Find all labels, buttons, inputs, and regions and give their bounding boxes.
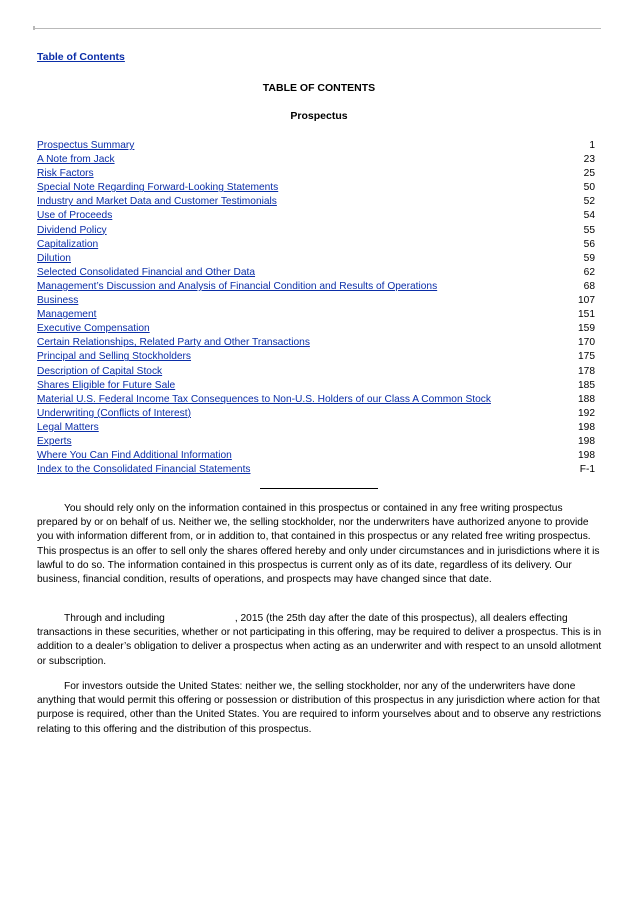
paragraph-dealer-delivery bbox=[37, 612, 603, 669]
paragraph-reliance-text: You should rely only on the information contained in this prospectus or contained in any free writing prospectus prepared by or on behalf of us. Neither we, the selling stockholder, nor the underwriters have authorized anyone to provide you with information different from, or in addition to, that contained in this prospectus or any related free writing prospectus. This prospectus is an offer to sell only the shares offered hereby and only under circumstances and in jurisdictions where it is lawful to do so. The information contained in this prospectus is current only as of its date, regardless of its delivery. Our business, financial condition, results of operations, and prospects may have changed since that date. bbox=[37, 503, 600, 586]
toc-entry-link[interactable]: Dilution bbox=[37, 252, 71, 264]
toc-row bbox=[37, 266, 595, 280]
toc-page-number: 178 bbox=[578, 365, 595, 377]
toc-entry-link[interactable]: Legal Matters bbox=[37, 421, 99, 433]
toc-entry-link[interactable]: Experts bbox=[37, 435, 72, 447]
toc-page-number: 107 bbox=[578, 295, 595, 307]
toc-entry-link[interactable]: Description of Capital Stock bbox=[37, 365, 163, 377]
toc-page-number: 192 bbox=[578, 407, 595, 419]
toc-row bbox=[37, 294, 595, 308]
toc-entry-link[interactable]: Dividend Policy bbox=[37, 224, 107, 236]
toc-page-number: 59 bbox=[583, 252, 595, 264]
paragraph-foreign-text: For investors outside the United States: neither we, the selling stockholder, nor any of the underwriters have done anything that would permit this offering or possession or distribution of this prospectus in any jurisdiction where action for that purpose is required, other than the United States. You are required to inform yourselves about and to observe any restrictions relating to this offering and the distribution of this prospectus. bbox=[37, 681, 602, 735]
toc-page-number: 185 bbox=[578, 379, 595, 391]
toc-entry-link[interactable]: Special Note Regarding Forward-Looking Statements bbox=[37, 182, 279, 194]
toc-page-number: 198 bbox=[578, 450, 595, 462]
toc-row bbox=[37, 393, 595, 407]
toc-page-number: 170 bbox=[578, 337, 595, 349]
toc-entry-link[interactable]: Capitalization bbox=[37, 238, 99, 250]
toc-entry-link[interactable]: Underwriting (Conflicts of Interest) bbox=[37, 407, 191, 419]
paragraph-dealer-text-after: , 2015 (the 25th day after the date of this prospectus), all dealers effecting transactions in these securities, whether or not participating in this offering, may be required to deliver a prospectus. This is in addition to a dealer’s obligation to deliver a prospectus when acting as an underwriter and with respect to an unsold allotment or subscription. bbox=[37, 613, 602, 667]
toc-row bbox=[37, 181, 595, 195]
toc-entry-link[interactable]: A Note from Jack bbox=[37, 154, 115, 166]
paragraph-reliance bbox=[37, 502, 603, 587]
toc-page-number: 50 bbox=[583, 182, 595, 194]
toc-entry-link[interactable]: Management bbox=[37, 309, 97, 321]
toc-page-number: 198 bbox=[578, 421, 595, 433]
page-subtitle: Prospectus bbox=[290, 110, 348, 122]
toc-row bbox=[37, 407, 595, 421]
page-title: TABLE OF CONTENTS bbox=[262, 82, 376, 94]
toc-row bbox=[37, 238, 595, 252]
toc-page-number: 68 bbox=[583, 280, 595, 292]
toc-row bbox=[37, 435, 595, 449]
toc-row bbox=[37, 308, 595, 322]
toc-entry-link[interactable]: Business bbox=[37, 295, 79, 307]
toc-row bbox=[37, 209, 595, 223]
toc-page-number: 23 bbox=[583, 154, 595, 166]
toc-page-number: 198 bbox=[578, 435, 595, 447]
toc-row bbox=[37, 153, 595, 167]
toc-entry-link[interactable]: Index to the Consolidated Financial Statements bbox=[37, 464, 251, 476]
toc-page-number: 151 bbox=[578, 309, 595, 321]
toc-row bbox=[37, 280, 595, 294]
toc-page-number: 56 bbox=[583, 238, 595, 250]
toc-page-number: 175 bbox=[578, 351, 595, 363]
toc-row bbox=[37, 167, 595, 181]
toc-entry-link[interactable]: Where You Can Find Additional Information bbox=[37, 450, 232, 462]
toc-row bbox=[37, 252, 595, 266]
toc-page-number: 62 bbox=[583, 266, 595, 278]
toc-entry-link[interactable]: Use of Proceeds bbox=[37, 210, 113, 222]
toc-page-number: 188 bbox=[578, 393, 595, 405]
paragraph-dealer-text-before: Through and including bbox=[64, 613, 165, 624]
toc-list bbox=[37, 139, 595, 477]
toc-row bbox=[37, 449, 595, 463]
toc-page-number: 55 bbox=[583, 224, 595, 236]
toc-entry-link[interactable]: Certain Relationships, Related Party and Other Transactions bbox=[37, 337, 310, 349]
toc-entry-link[interactable]: Risk Factors bbox=[37, 168, 94, 180]
top-rule bbox=[33, 28, 601, 29]
toc-page-number: 54 bbox=[583, 210, 595, 222]
toc-row bbox=[37, 224, 595, 238]
toc-entry-link[interactable]: Shares Eligible for Future Sale bbox=[37, 379, 176, 391]
toc-row bbox=[37, 421, 595, 435]
paragraph-foreign-investors bbox=[37, 680, 603, 737]
toc-entry-link[interactable]: Principal and Selling Stockholders bbox=[37, 351, 192, 363]
toc-row bbox=[37, 379, 595, 393]
toc-row bbox=[37, 463, 595, 477]
toc-page-number: F-1 bbox=[579, 464, 595, 476]
toc-entry-link[interactable]: Management’s Discussion and Analysis of Financial Condition and Results of Operations bbox=[37, 280, 438, 292]
table-of-contents-link[interactable]: Table of Contents bbox=[37, 51, 125, 63]
toc-page-number: 1 bbox=[589, 140, 595, 151]
toc-entry-link[interactable]: Material U.S. Federal Income Tax Consequences to Non-U.S. Holders of our Class A Common Stock bbox=[37, 393, 491, 405]
toc-row bbox=[37, 336, 595, 350]
toc-page-number: 25 bbox=[583, 168, 595, 180]
toc-entry-link[interactable]: Industry and Market Data and Customer Testimonials bbox=[37, 196, 277, 208]
toc-row bbox=[37, 350, 595, 364]
toc-row bbox=[37, 365, 595, 379]
toc-page-number: 159 bbox=[578, 323, 595, 335]
toc-row bbox=[37, 195, 595, 209]
toc-entry-link[interactable]: Selected Consolidated Financial and Other Data bbox=[37, 266, 256, 278]
toc-row bbox=[37, 322, 595, 336]
section-divider bbox=[260, 488, 378, 489]
toc-entry-link[interactable]: Prospectus Summary bbox=[37, 140, 135, 151]
toc-entry-link[interactable]: Executive Compensation bbox=[37, 323, 150, 335]
toc-row bbox=[37, 139, 595, 153]
toc-page-number: 52 bbox=[583, 196, 595, 208]
